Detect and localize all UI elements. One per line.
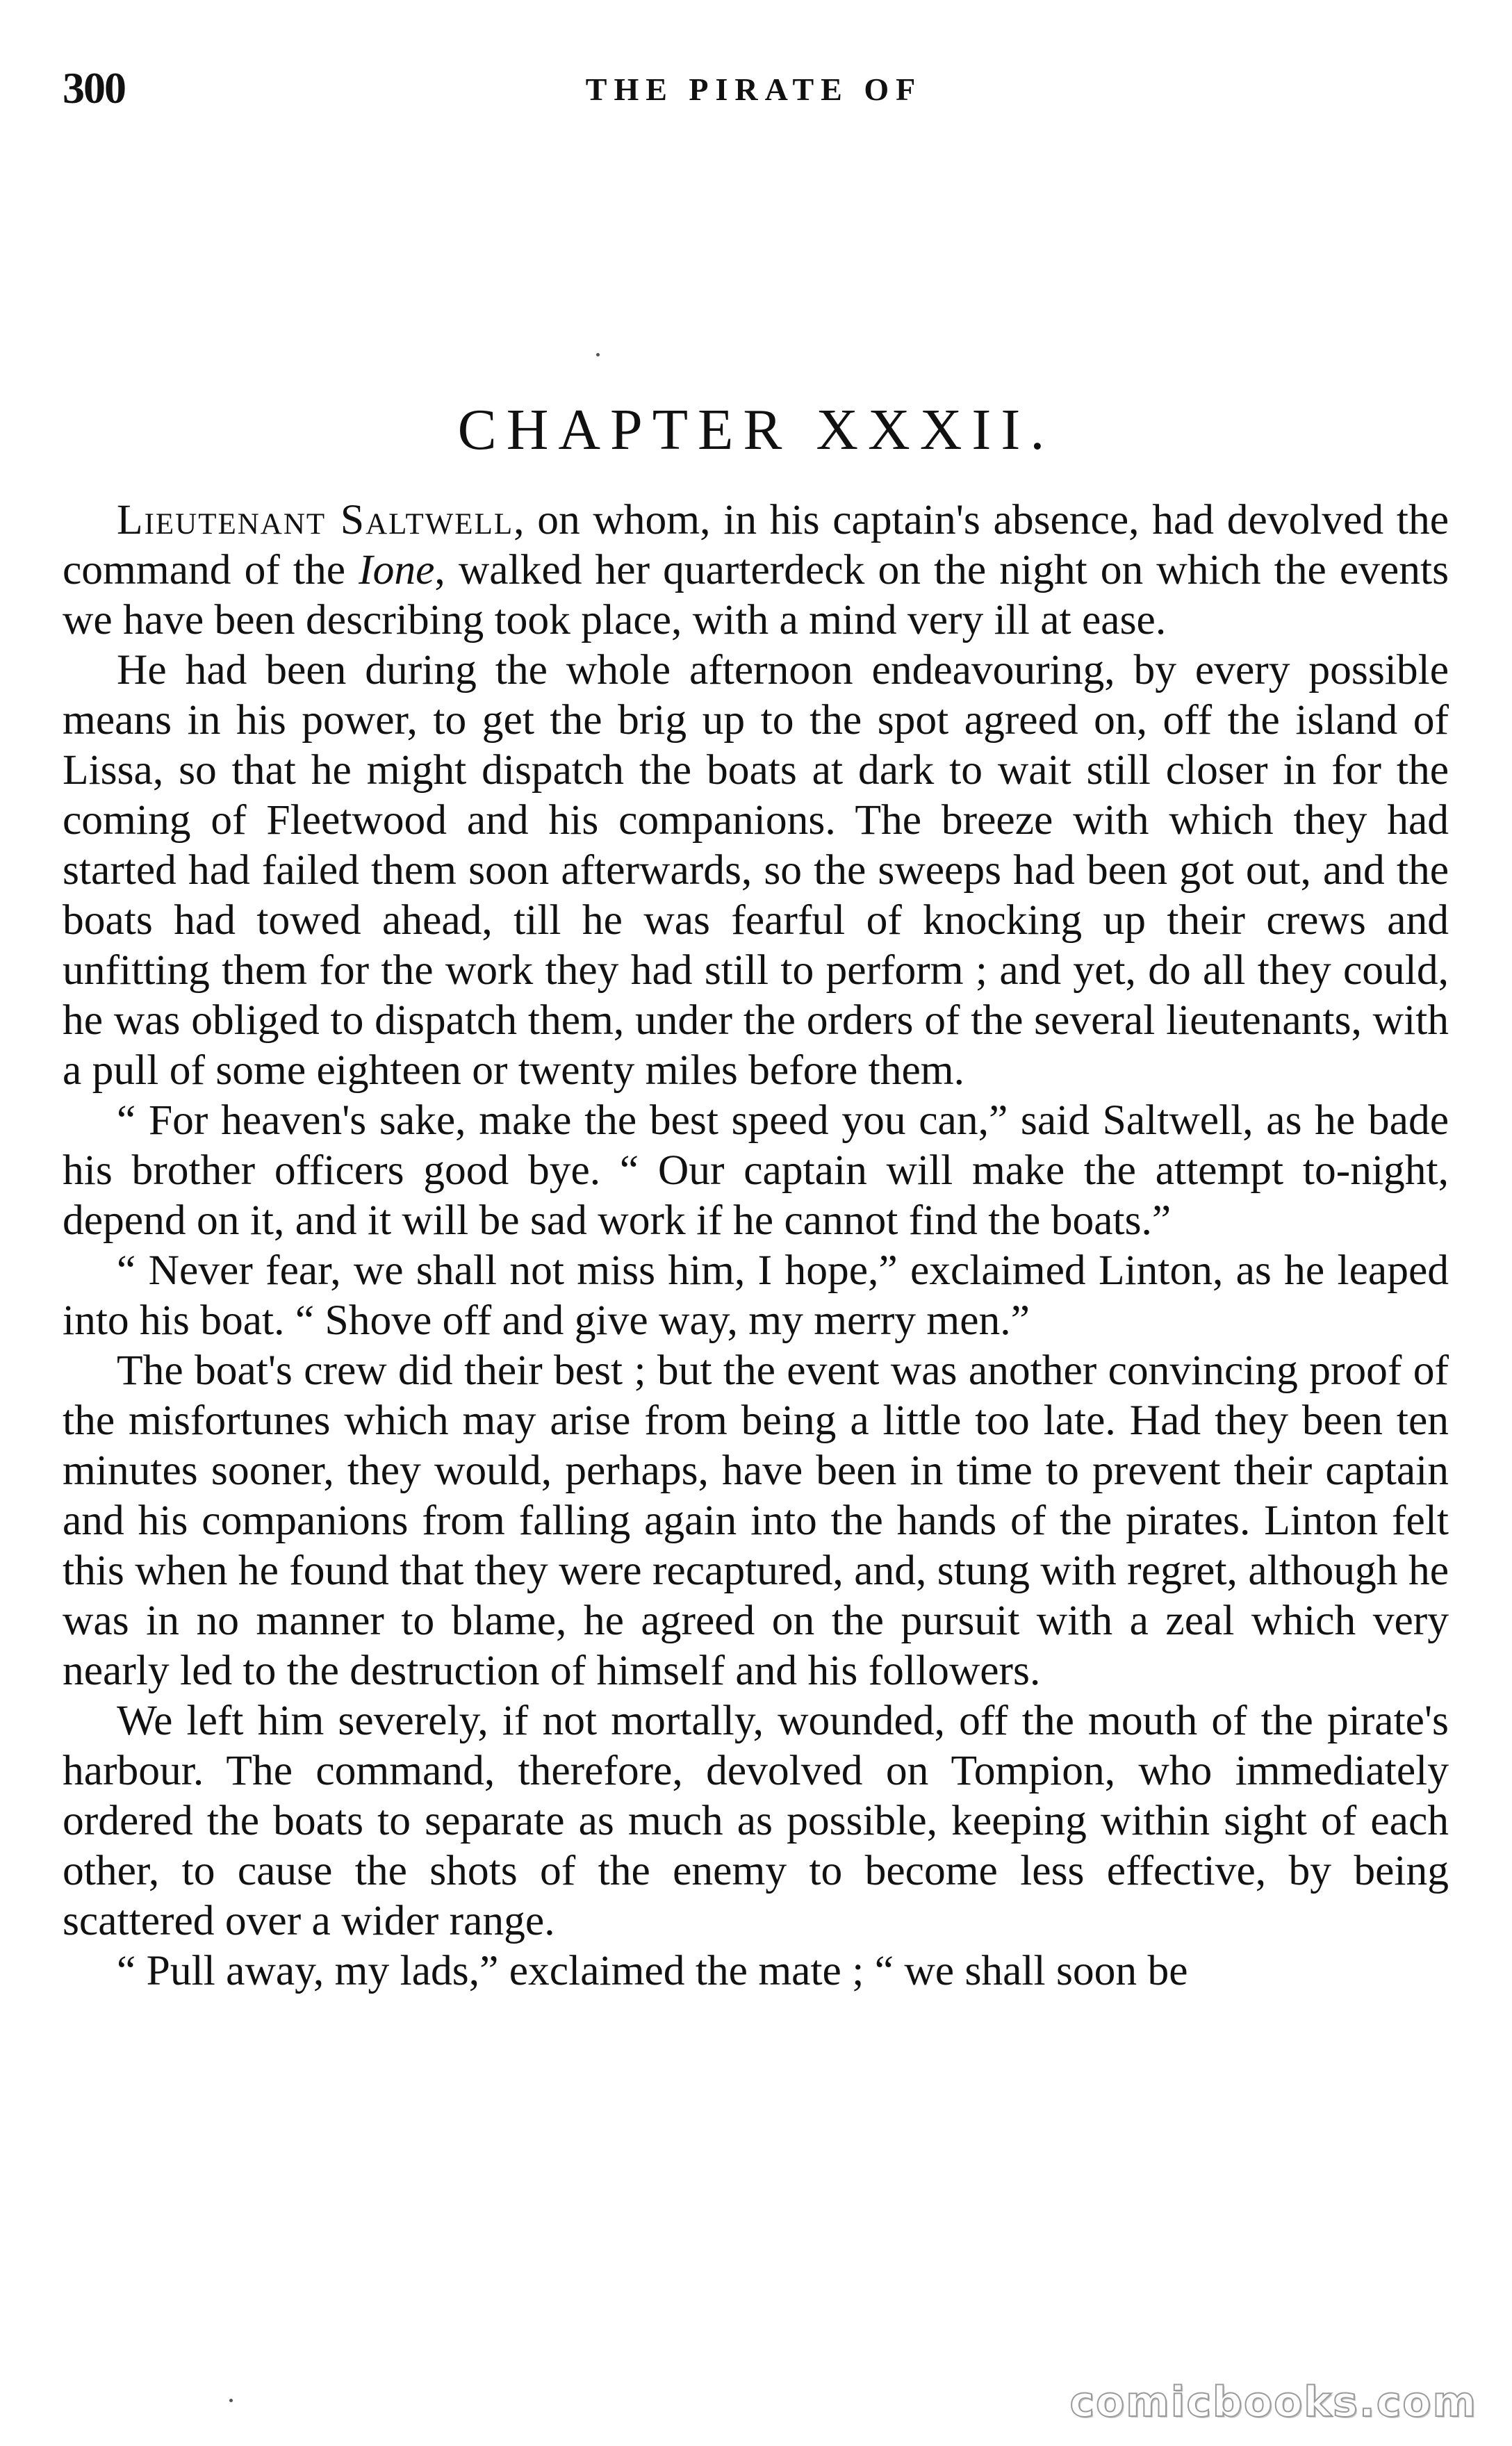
character-name-smallcaps: Lieutenant Saltwell	[117, 496, 514, 543]
paragraph-2: He had been during the whole afternoon endeavouring, by every possible means in his power, to get the brig up to the spot agreed on, off the island of Lissa, so that he might dispatch the boats at dark to wait still closer in for the coming of Fleetwood and his companions. The breeze with which they had started had failed them soon afterwards, so the sweeps had been got out, and the boats had towed ahead, till he was fearful of knocking up their crews and unfitting them for the work they had still to perform ; and yet, do all they could, he was obliged to dispatch them, under the orders of the several lieutenants, with a pull of some eighteen or twenty miles before them.	[63, 646, 1449, 1094]
running-title: THE PIRATE OF	[585, 72, 923, 107]
chapter-title: CHAPTER XXXII.	[457, 397, 1055, 462]
paragraph-6: We left him severely, if not mortally, wounded, off the mouth of the pirate's harbour. The command, therefore, devolved on Tompion, who immediately ordered the boats to separate as much as possible, keeping within sight of each other, to cause the shots of the enemy to become less effective, by being scattered over a wider range.	[63, 1697, 1449, 1944]
paragraph-5: The boat's crew did their best ; but the event was another convincing proof of the misfortunes which may arise from being a little too late. Had they been ten minutes sooner, they would, perhaps, have been in time to prevent their captain and his companions from falling again into the hands of the pirates. Linton felt this when he found that they were recaptured, and, stung with regret, although he was in no manner to blame, he agreed on the pursuit with a zeal which very nearly led to the destruction of himself and his followers.	[63, 1347, 1449, 1694]
print-speck	[596, 353, 600, 356]
paragraph-3: “ For heaven's sake, make the best speed you can,” said Saltwell, as he bade his brother officers good bye. “ Our captain will make the attempt to-night, depend on it, and it will be sad work if he cannot find the boats.”	[63, 1097, 1449, 1244]
chapter-body	[63, 495, 1449, 1996]
page-number: 300	[63, 63, 125, 113]
paragraph-7: “ Pull away, my lads,” exclaimed the mate ; “ we shall soon be	[117, 1947, 1188, 1994]
paragraph-1-text-b: , walked her quarterdeck on the night on which the events we have been describing took place, with a mind very ill at ease.	[63, 546, 1449, 643]
paragraph-1	[63, 495, 1449, 645]
paragraph-4: “ Never fear, we shall not miss him, I hope,” exclaimed Linton, as he leaped into his boat. “ Shove off and give way, my merry men.”	[63, 1247, 1449, 1344]
watermark: comicbooks.com	[1069, 2378, 1477, 2427]
print-speck	[229, 2399, 233, 2402]
running-head	[63, 63, 1445, 118]
paragraph-1-text-a: , on whom, in his captain's absence, had devolved the command of the	[63, 496, 1449, 593]
ship-name: Ione	[359, 546, 435, 593]
